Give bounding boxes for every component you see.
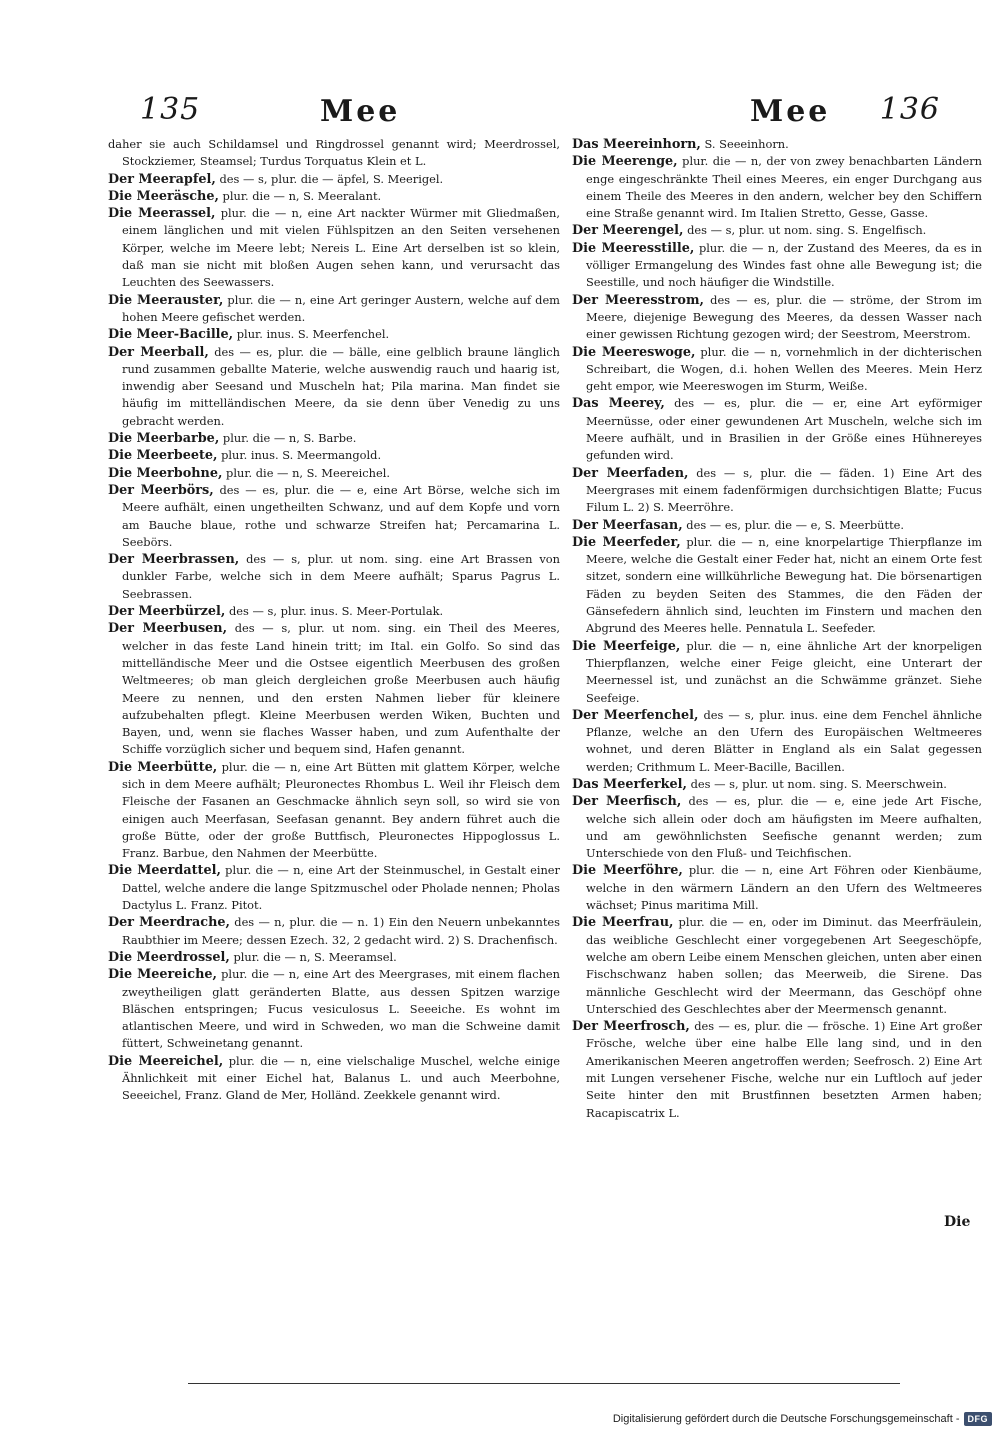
dictionary-entry (108, 171, 560, 188)
dictionary-entry (572, 465, 982, 517)
dictionary-entry (572, 793, 982, 862)
dictionary-entry (572, 395, 982, 464)
dictionary-entry (108, 188, 560, 205)
entry-headword: Die Meerauster, (108, 292, 224, 308)
dictionary-entry (108, 551, 560, 603)
bottom-rule (188, 1383, 900, 1384)
entry-headword: Der Meerbörs, (108, 482, 214, 498)
entry-text: des — es, plur. die — bälle, eine gelblich braune länglich rund zusammen geballte Materie, welche auswendig rauch und haarig ist, inwendig aber Seesand und Muscheln hat; Pila marina. Man findet sie häufig im mittelländischen Meere, da sie denn über Venedig zu uns gebracht werden. (122, 344, 560, 428)
entry-headword: Die Meerfeder, (572, 534, 681, 550)
entry-headword: Die Meerbütte, (108, 759, 218, 775)
entry-text: des — s, plur. ut nom. sing. ein Theil des Meeres, welcher in das feste Land hinein tritt; im Ital. ein Golfo. So sind das mittelländische Meer und die Ostsee eigentlich Meerbusen des großen Weltmeeres; ob man gleich dergleichen große Meerbusen auch häufig Meere zu nennen, und den ersten Nahmen lieber für kleinere aufzubehalten pflegt. Kleine Meerbusen werden Wiken, Buchten und Bayen, und, wenn sie flaches Wasser haben, und zum Aufenthalte der Schiffe vorzüglich sicher und bequem sind, Hafen genannt. (122, 621, 560, 757)
entry-headword: Die Meerenge, (572, 154, 678, 170)
entry-text: plur. die — n, eine Art Bütten mit glattem Körper, welche sich in dem Meere aufhält; Pleuronectes Rhombus L. Weil ihr Fleisch dem Fleische der Fasanen an Geschmacke ähnlich seyn soll, so wird sie von einigen auch Meerfasan, Seefasan genannt. Bey andern führet auch die große Bütte, oder der große Buttfisch, Pleuronectes Hippoglossus L. Franz. Barbue, den Nahmen der Meerbütte. (122, 759, 560, 861)
left-page-number: 135 (140, 92, 201, 127)
entry-headword: Die Meerfrau, (572, 915, 674, 931)
entry-headword: Der Meeresstrom, (572, 292, 704, 308)
entry-headword: Die Meerbohne, (108, 465, 223, 481)
dictionary-entry (572, 153, 982, 222)
entry-text: des — n, plur. die — n. 1) Ein den Neuern unbekanntes Raubthier im Meere; dessen Ezech. 32, 2 gedacht wird. 2) S. Drachenfisch. (122, 915, 560, 947)
dictionary-entry (572, 344, 982, 396)
entry-text: daher sie auch Schildamsel und Ringdrossel genannt wird; Meerdrossel, Stockziemer, Steamsel; Turdus Torquatus Klein et L. (108, 137, 560, 169)
entry-text: des — es, plur. die — frösche. 1) Eine Art großer Frösche, welche über eine halbe Elle lang sind, und in den Amerikanischen Meeren angetroffen werden; Seefrosch. 2) Eine Art mit Lungen versehener Fische, welche nur ein Luftloch auf jeder Seite hinter den mit Brustfinnen besetzten Armen haben; Racapiscatrix L. (586, 1019, 982, 1120)
right-running-head: Mee (750, 94, 831, 129)
entry-headword: Die Meereiche, (108, 967, 217, 983)
entry-headword: Die Meerdrossel, (108, 949, 230, 965)
dictionary-entry (572, 914, 982, 1018)
catchword: Die (944, 1214, 971, 1230)
dictionary-entry (572, 638, 982, 707)
dfg-logo: DFG (964, 1412, 993, 1426)
entry-text: plur. inus. S. Meerfenchel. (233, 327, 390, 342)
dictionary-entry (572, 222, 982, 239)
dictionary-entry (572, 240, 982, 292)
entry-headword: Der Meerbusen, (108, 621, 228, 637)
left-column (108, 136, 560, 1105)
entry-text: des — s, plur. die — äpfel, S. Meerigel. (215, 171, 444, 186)
entry-headword: Die Meerassel, (108, 206, 216, 222)
dictionary-entry (108, 949, 560, 966)
entry-headword: Der Meerfenchel, (572, 707, 699, 723)
entry-headword: Die Meerfeige, (572, 638, 681, 654)
digitization-credit (613, 1412, 992, 1426)
dictionary-entry (108, 465, 560, 482)
entry-text: plur. die — n, S. Meeramsel. (229, 949, 397, 964)
entry-headword: Der Meerapfel, (108, 171, 216, 187)
entry-headword: Die Meeresstille, (572, 240, 695, 256)
dictionary-entry (572, 1018, 982, 1122)
entry-headword: Der Meerengel, (572, 223, 684, 239)
entry-headword: Die Meerbeete, (108, 448, 218, 464)
dictionary-entry (108, 603, 560, 620)
entry-text: plur. die — n, eine Art nackter Würmer mit Gliedmaßen, einem länglichen und mit vielen Fühlspitzen an den Seiten versehenen Körper, welche im Meere lebt; Nereis L. Eine Art derselben ist so klein, daß man sie nicht mit bloßen Augen sehen kann, und verursacht das Leuchten des Seewassers. (122, 206, 560, 290)
entry-text: plur. die — n, vornehmlich in der dichterischen Schreibart, die Wogen, d.i. hohen Wellen des Meeres. Mein Herz geht empor, wie Meereswogen im Sturm, Weiße. (586, 344, 982, 394)
entry-text: plur. die — n, eine Art des Meergrases, mit einem flachen zweytheiligen glatt geränderten Blatte, aus dessen Spitzen warzige Bläschen entspringen; Fucus vesiculosus L. Seeeiche. Es wohnt im atlantischen Meere, und wird in Schweden, wo man die Schweine damit füttert, Schweinetang genannt. (122, 967, 560, 1051)
entry-headword: Der Meerbürzel, (108, 604, 226, 620)
entry-headword: Die Meeräsche, (108, 188, 219, 204)
credit-text: Digitalisierung gefördert durch die Deutsche Forschungsgemeinschaft - (612, 1413, 960, 1425)
entry-text: des — es, plur. die — er, eine Art eyförmiger Meernüsse, oder einer gewundenen Art Muscheln, welche sich im Meere aufhält, und in Brasilien in der Größe eines Hühnereyes gefunden wird. (586, 396, 982, 463)
dictionary-entry (108, 344, 560, 430)
dictionary-entry (108, 326, 560, 343)
entry-text: plur. die — n, S. Meeralant. (218, 188, 382, 203)
dictionary-entry (108, 482, 560, 551)
entry-text: S. Seeeinhorn. (700, 137, 789, 151)
right-page-number: 136 (879, 92, 940, 127)
entry-headword: Das Meerferkel, (572, 776, 687, 792)
entry-headword: Die Meereswoge, (572, 344, 696, 360)
dictionary-entry (108, 447, 560, 464)
entry-text: des — s, plur. die — fäden. 1) Eine Art des Meergrases mit einem fadenförmigen durchsichtigen Blatte; Fucus Filum L. 2) S. Meerröhre. (586, 465, 982, 515)
entry-text: plur. die — n, S. Meereichel. (222, 465, 390, 480)
entry-headword: Das Meereinhorn, (572, 137, 701, 152)
entry-headword: Die Meerbarbe, (108, 431, 220, 447)
entry-headword: Der Meerfasan, (572, 517, 683, 533)
dictionary-entry (572, 707, 982, 776)
entry-text: plur. die — n, eine ähnliche Art der knorpeligen Thierpflanzen, welche einer Feige gleicht, eine Unterart der Meernessel ist, und zunächst an die Schwämme gränzet. Siehe Seefeige. (586, 638, 982, 705)
entry-text: plur. die — n, eine Art Föhren oder Kienbäume, welche in den wärmern Ländern an den Ufern des Weltmeeres wächset; Pinus maritima Mill. (586, 863, 983, 913)
entry-headword: Die Meerdattel, (108, 863, 221, 879)
entry-text: des — s, plur. ut nom. sing. S. Meerschwein. (686, 776, 947, 791)
entry-text: plur. die — n, der Zustand des Meeres, da es in völliger Ermangelung des Windes fast ohne alle Bewegung ist; die Seestille, und noch häufiger die Windstille. (586, 240, 982, 290)
right-column (572, 136, 982, 1122)
entry-headword: Der Meerdrache, (108, 915, 230, 931)
entry-text: plur. die — n, eine Art der Steinmuschel, in Gestalt einer Dattel, welche andere die lange Spitzmuschel oder Pholade nennen; Pholas Dactylus L. Franz. Pitot. (122, 863, 560, 913)
entry-text: des — es, plur. die — ströme, der Strom im Meere, diejenige Bewegung des Meeres, da dessen Wasser nach einer gewissen Richtung gezogen wird; der Seestrom, Meerstrom. (586, 292, 982, 342)
dictionary-entry (572, 517, 982, 534)
entry-headword: Die Meereichel, (108, 1053, 224, 1069)
entry-text: des — s, plur. ut nom. sing. S. Engelfisch. (683, 223, 927, 238)
dictionary-entry (572, 136, 982, 153)
entry-headword: Der Meerfrosch, (572, 1019, 690, 1035)
entry-headword: Die Meerföhre, (572, 863, 683, 879)
entry-headword: Der Meerbrassen, (108, 552, 240, 568)
dictionary-entry (572, 862, 982, 914)
dictionary-entry (108, 292, 560, 327)
entry-text: des — s, plur. ut nom. sing. eine Art Brassen von dunkler Farbe, welche sich in dem Meere aufhält; Sparus Pagrus L. Seebrassen. (122, 552, 560, 601)
entry-text: plur. die — n, eine vielschalige Muschel, welche einige Ähnlichkeit mit einer Eichel hat, Balanus L. und auch Meerbohne, Seeeichel, Franz. Gland de Mer, Holländ. Zeekkele genannt wird. (122, 1053, 561, 1103)
entry-text: plur. inus. S. Meermangold. (217, 448, 382, 463)
entry-headword: Die Meer-Bacille, (108, 327, 234, 343)
entry-text: des — s, plur. inus. eine dem Fenchel ähnliche Pflanze, welche an den Ufern des Europäischen Weltmeeres wohnet, und deren Blätter in England als ein Salat gegessen werden; Crithmum L. Meer-Bacille, Bacillen. (586, 707, 982, 774)
dictionary-entry (108, 759, 560, 863)
entry-text: des — s, plur. inus. S. Meer-Portulak. (225, 604, 444, 619)
dictionary-entry (572, 292, 982, 344)
entry-text: des — es, plur. die — e, eine jede Art Fische, welche sich allein oder doch am häufigsten im Meere aufhalten, und am gewöhnlichsten Seefische genannt werden; zum Unterschiede von den Fluß- und Teichfischen. (586, 794, 982, 861)
dictionary-entry (108, 1053, 560, 1105)
entry-text: plur. die — n, der von zwey benachbarten Ländern enge eingeschränkte Theil eines Meeres, ein enger Durchgang aus einem Theile des Meeres in den andern, welcher bey den Schiffern eine Straße genannt wird. Im Italien Stretto, Gesse, Gasse. (586, 154, 982, 221)
dictionary-entry (108, 620, 560, 758)
entry-text: plur. die — n, S. Barbe. (219, 431, 357, 446)
entry-headword: Der Meerfaden, (572, 465, 689, 481)
entry-headword: Das Meerey, (572, 396, 665, 412)
entry-text: des — es, plur. die — e, eine Art Börse, welche sich im Meere aufhält, einen ungetheilten Schwanz, und auf dem Kopfe und vorn am Bauche blaue, rothe und schwarze Streifen hat; Percamarina L. Seebörs. (122, 482, 560, 549)
dictionary-entry (108, 430, 560, 447)
dictionary-entry (108, 914, 560, 949)
entry-text: plur. die — n, eine Art geringer Austern, welche auf dem hohen Meere gefischet werden. (122, 292, 560, 324)
entry-text: plur. die — en, oder im Diminut. das Meerfräulein, das weibliche Geschlecht einer vorgegebenen Art Seegeschöpfe, welche am obern Leibe einem Menschen gleichen, unten aber einen Fischschwanz haben sollen; das Meerweib, die Sirene. Das männliche Geschlecht wird der Meermann, das Geschöpf ohne Unterschied des Geschlechtes aber der Meermensch genannt. (586, 915, 982, 1016)
entry-headword: Der Meerball, (108, 344, 209, 360)
entry-text: plur. die — n, eine knorpelartige Thierpflanze im Meere, welche die Gestalt einer Feder hat, nicht an einem Orte fest sitzet, sondern eine willkührliche Bewegung hat. Die börsenartigen Fäden zu beyden Seiten des Stammes, die den Fäden der Gänsefedern ähnlich sind, leuchten im Finstern und machen den Abgrund des Meeres helle. Pennatula L. Seefeder. (586, 534, 982, 636)
left-running-head: Mee (320, 94, 401, 129)
page-header (110, 92, 970, 132)
dictionary-entry (572, 534, 982, 638)
entry-text: des — es, plur. die — e, S. Meerbütte. (682, 517, 905, 532)
dictionary-entry (108, 862, 560, 914)
dictionary-entry (572, 776, 982, 793)
dictionary-entry (108, 136, 560, 171)
entry-headword: Der Meerfisch, (572, 794, 682, 810)
dictionary-entry (108, 205, 560, 291)
dictionary-entry (108, 966, 560, 1052)
